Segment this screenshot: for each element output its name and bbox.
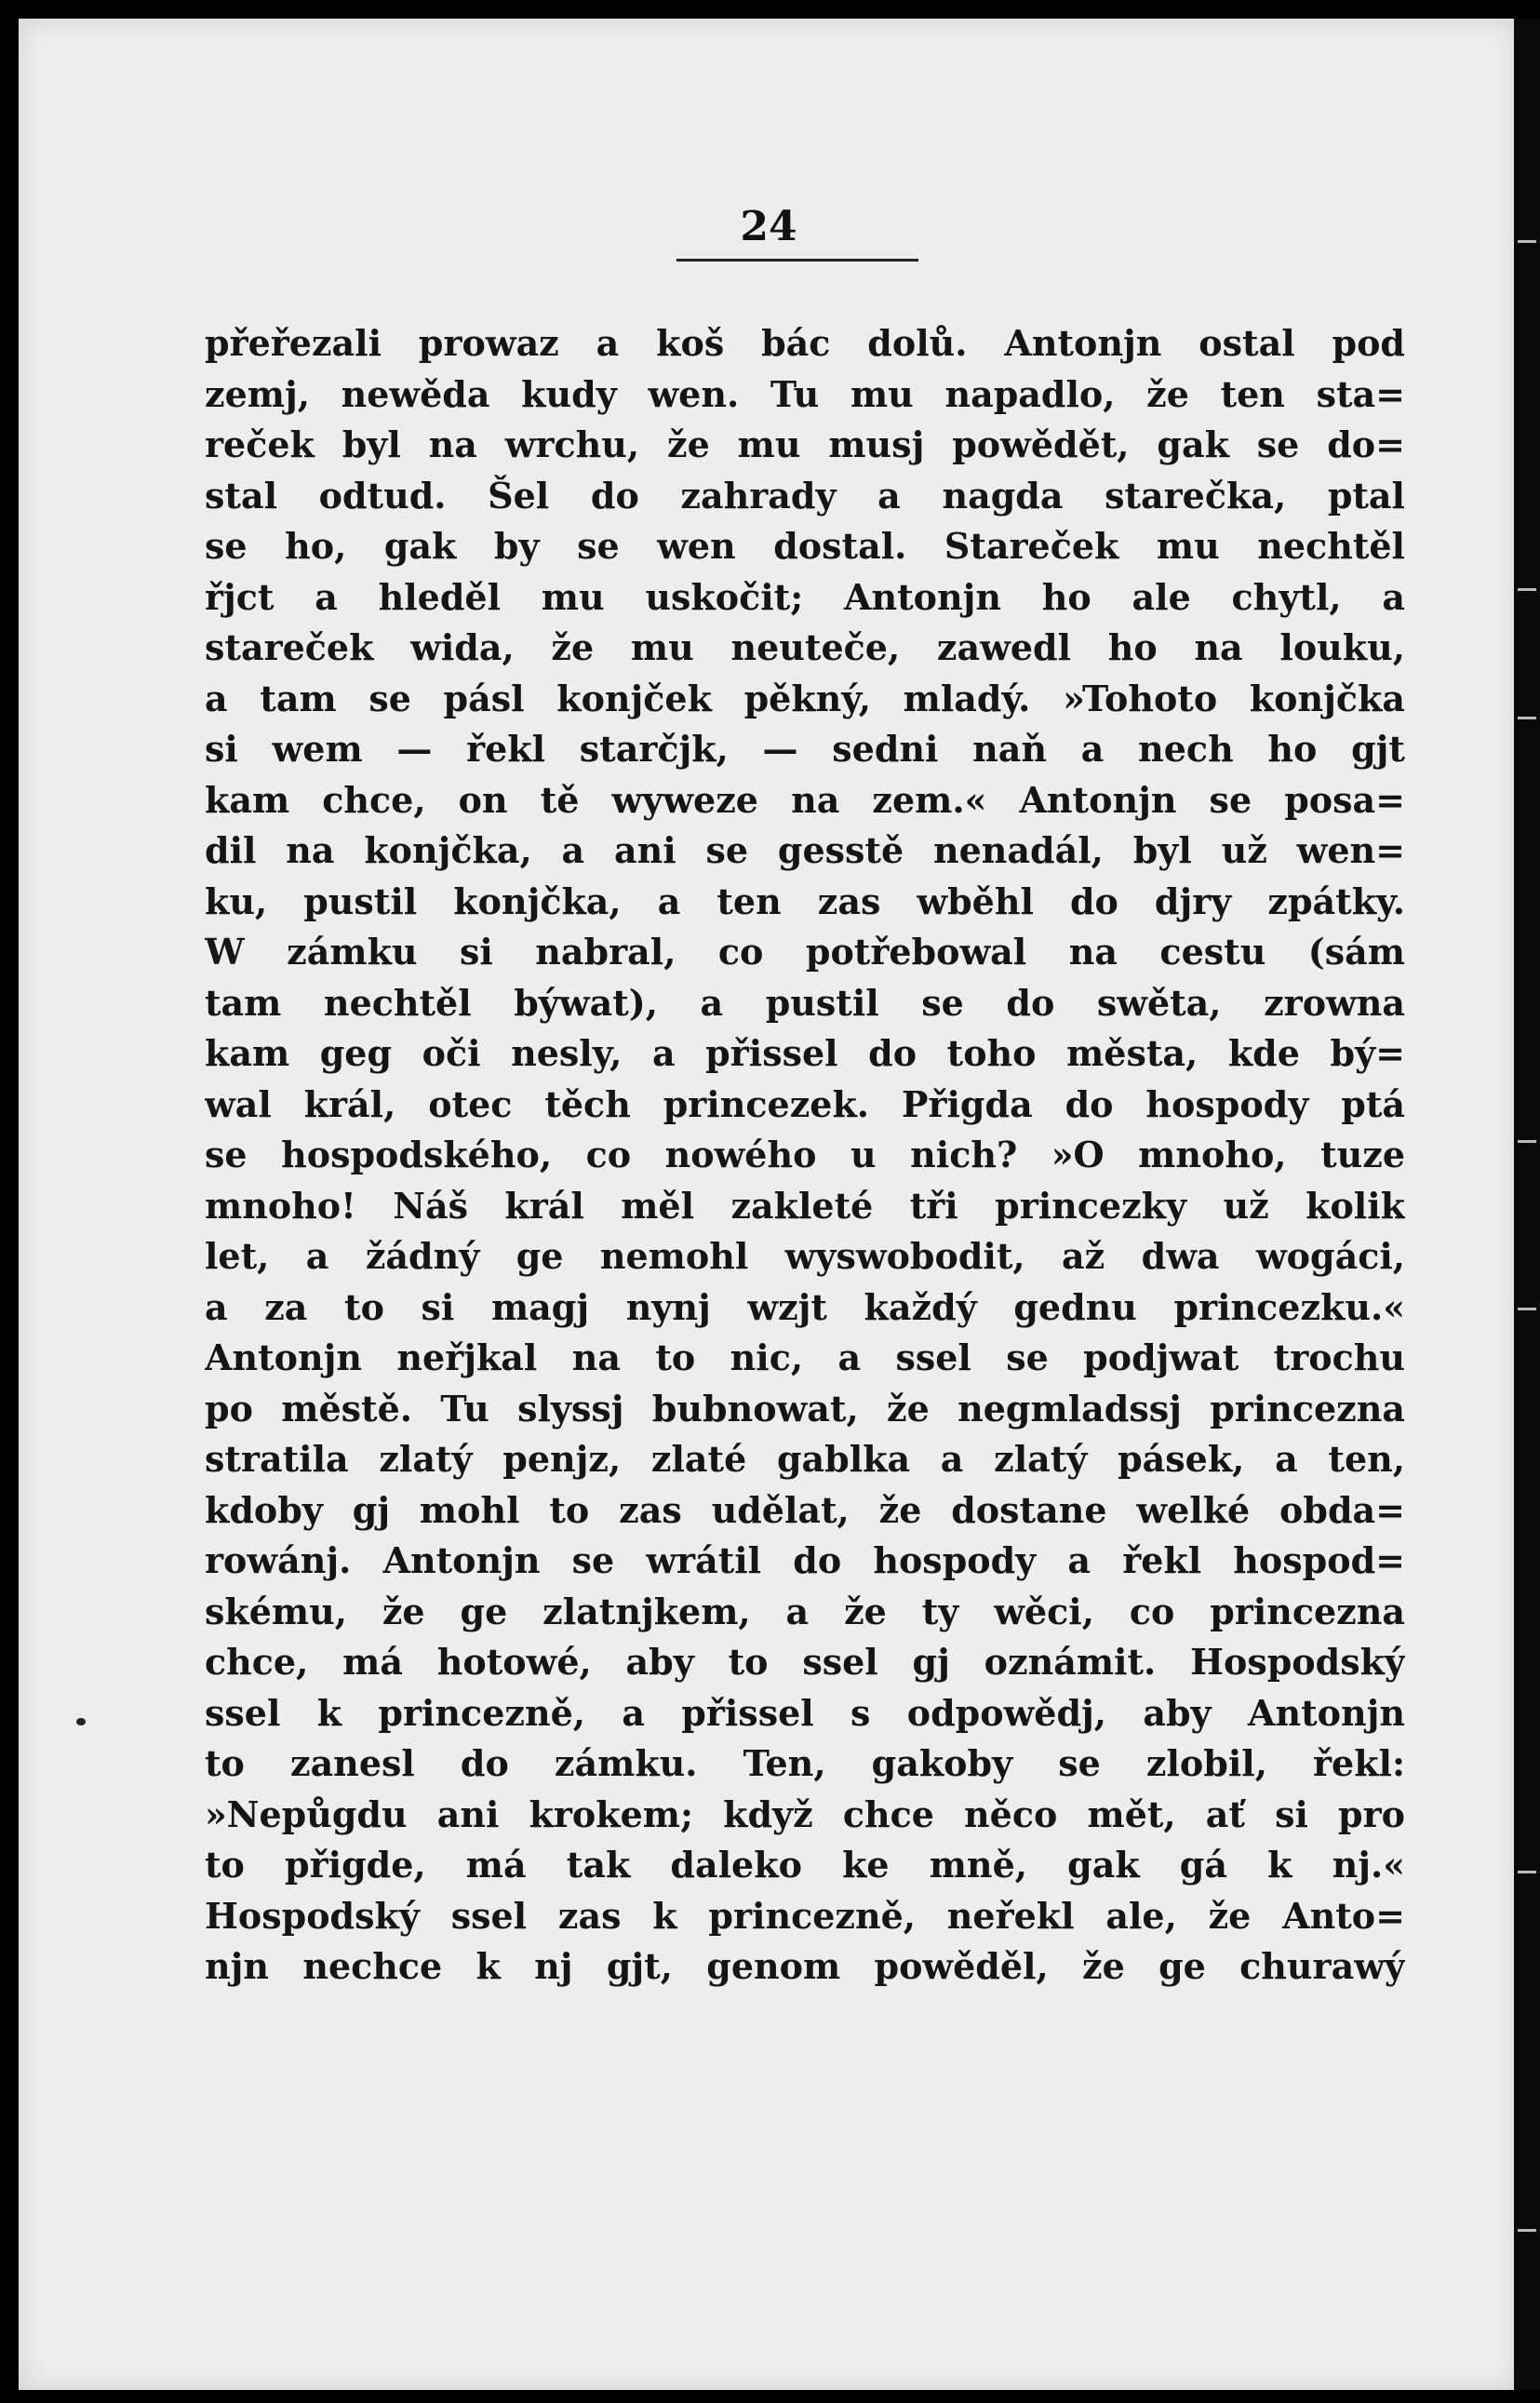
text-line: po městě. Tu slyssj bubnowat, že negmladssj princezna — [205, 1387, 1405, 1430]
text-line: si wem — řekl starčjk, — sedni naň a nech ho gjt — [205, 728, 1405, 770]
edge-tick — [1518, 1140, 1536, 1143]
text-line: zemj, newěda kudy wen. Tu mu napadlo, že ten sta= — [205, 372, 1405, 415]
text-line: řjct a hleděl mu uskočit; Antonjn ho ale chytl, a — [205, 575, 1405, 618]
text-line: mnoho! Náš král měl zakleté tři princezky už kolik — [205, 1184, 1405, 1227]
text-line: a tam se pásl konjček pěkný, mladý. »Tohoto konjčka — [205, 677, 1405, 719]
text-line: chce, má hotowé, aby to ssel gj oznámit. Hospodský — [205, 1641, 1405, 1683]
text-line: tam nechtěl býwat), a pustil se do swěta, zrowna — [205, 981, 1405, 1024]
page-body-text — [205, 318, 1405, 1993]
header-rule — [676, 259, 918, 262]
page-edge-binding — [1514, 19, 1540, 2390]
book-page — [19, 19, 1519, 2390]
text-line: kam geg oči nesly, a přissel do toho města, kde bý= — [205, 1032, 1405, 1074]
text-line: stal odtud. Šel do zahrady a nagda starečka, ptal — [205, 474, 1405, 517]
text-line: se ho, gak by se wen dostal. Stareček mu nechtěl — [205, 525, 1405, 567]
text-line: to zanesl do zámku. Ten, gakoby se zlobil, řekl: — [205, 1742, 1405, 1784]
text-line: to přigde, má tak daleko ke mně, gak gá k nj.« — [205, 1844, 1405, 1886]
text-line: reček byl na wrchu, že mu musj powědět, gak se do= — [205, 423, 1405, 465]
text-line: skému, že ge zlatnjkem, a že ty wěci, co princezna — [205, 1590, 1405, 1632]
text-line: Hospodský ssel zas k princezně, neřekl ale, že Anto= — [205, 1894, 1405, 1937]
text-line: kam chce, on tě wyweze na zem.« Antonjn se posa= — [205, 778, 1405, 821]
text-line: stratila zlatý penjz, zlaté gablka a zlatý pásek, a ten, — [205, 1438, 1405, 1480]
edge-tick — [1518, 240, 1536, 243]
text-line: ssel k princezně, a přissel s odpowědj, aby Antonjn — [205, 1691, 1405, 1734]
text-line: rowánj. Antonjn se wrátil do hospody a řekl hospod= — [205, 1539, 1405, 1581]
edge-tick — [1518, 2229, 1536, 2232]
text-line: kdoby gj mohl to zas udělat, že dostane welké obda= — [205, 1488, 1405, 1531]
margin-mark — [76, 1718, 86, 1725]
page-number: 24 — [740, 203, 797, 250]
text-line: W zámku si nabral, co potřebowal na cestu (sám — [205, 931, 1405, 973]
edge-tick — [1518, 717, 1536, 719]
text-line: stareček wida, že mu neuteče, zawedl ho na louku, — [205, 626, 1405, 668]
text-line: a za to si magj nynj wzjt každý gednu princezku.« — [205, 1285, 1405, 1328]
text-line: ku, pustil konjčka, a ten zas wběhl do djry zpátky. — [205, 879, 1405, 922]
text-line: přeřezali prowaz a koš bác dolů. Antonjn ostal pod — [205, 322, 1405, 364]
text-line: »Nepůgdu ani krokem; když chce něco mět, ať si pro — [205, 1792, 1405, 1835]
text-line: dil na konjčka, a ani se gesstě nenadál, byl už wen= — [205, 829, 1405, 871]
edge-tick — [1518, 588, 1536, 591]
edge-tick — [1518, 1871, 1536, 1873]
text-line: wal král, otec těch princezek. Přigda do hospody ptá — [205, 1082, 1405, 1125]
text-line: se hospodského, co nowého u nich? »O mnoho, tuze — [205, 1134, 1405, 1175]
text-line: Antonjn neřjkal na to nic, a ssel se podjwat trochu — [205, 1336, 1405, 1378]
text-line: let, a žádný ge nemohl wyswobodit, až dwa wogáci, — [205, 1235, 1405, 1277]
text-line: njn nechce k nj gjt, genom powěděl, že ge churawý — [205, 1945, 1405, 1987]
edge-tick — [1518, 1308, 1536, 1310]
